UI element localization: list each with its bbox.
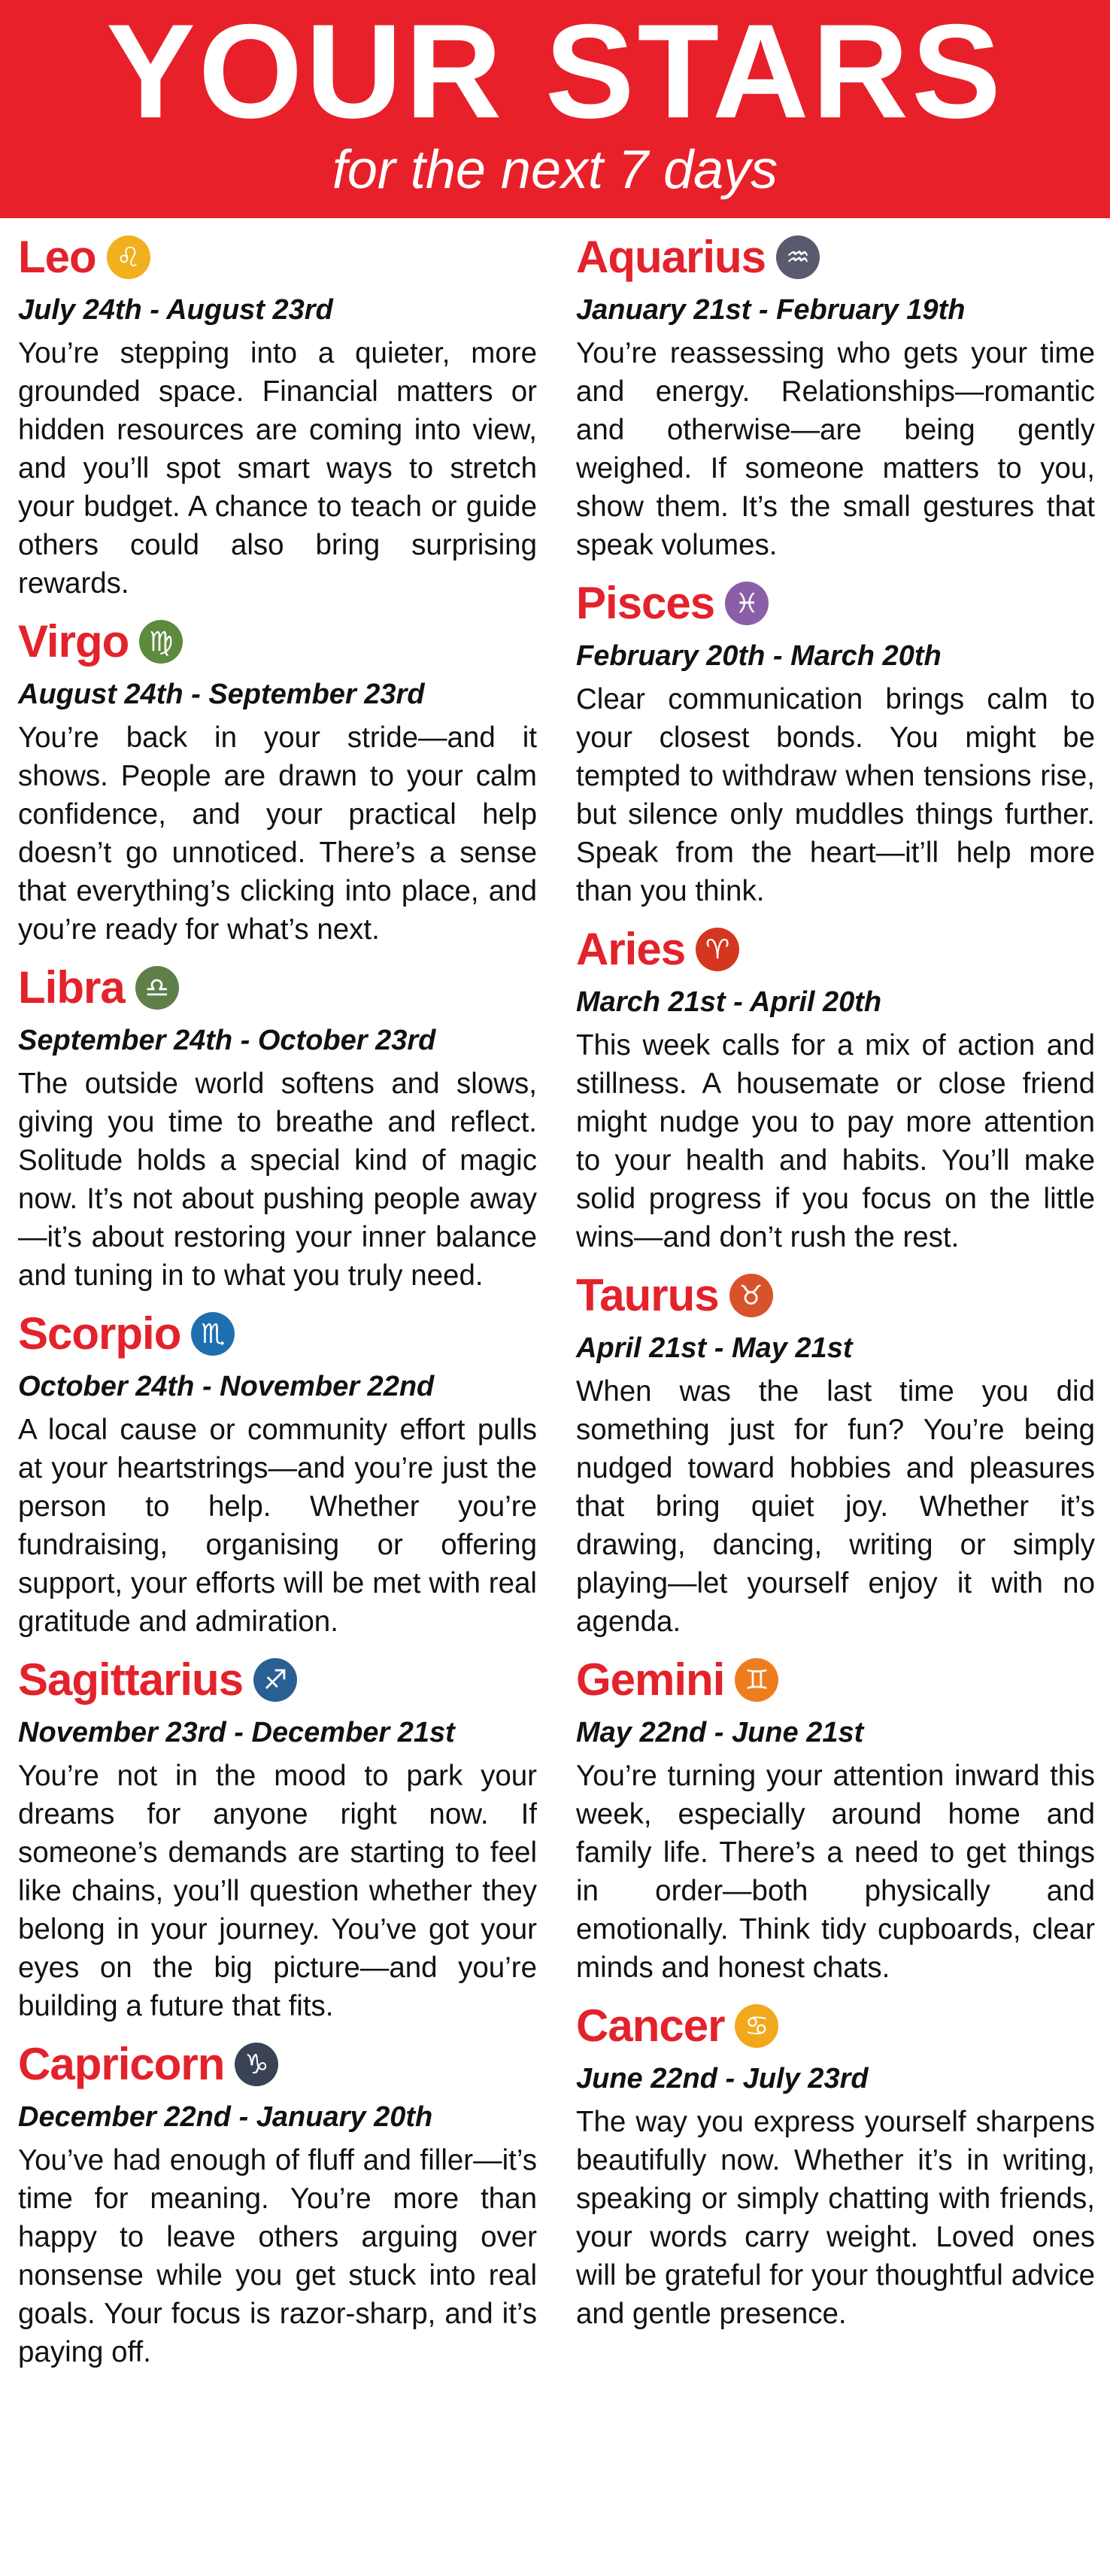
sign-horoscope: Clear communication brings calm to your closest bonds. You might be tempted to withdraw when tensions rise, but silence only muddles things further. Speak from the heart—it’ll help more than you think. <box>576 683 1095 907</box>
sign-dates: January 21st - February 19th <box>576 294 966 326</box>
right-column <box>576 218 1095 2339</box>
libra-icon: ♎ <box>135 966 179 1010</box>
sign-name: Aquarius <box>576 232 766 282</box>
sign-name: Libra <box>18 962 125 1013</box>
sign-dates: December 22nd - January 20th <box>18 2101 433 2133</box>
aquarius-icon: ♒ <box>776 235 820 279</box>
sign-name: Aries <box>576 924 686 974</box>
sign-horoscope: When was the last time you did something just for fun? You’re being nudged toward hobbies and pleasures that bring quiet joy. Whether it’s drawing, dancing, writing or simply playing—let yourself enjoy it with no agenda. <box>576 1375 1095 1638</box>
sign-entry-pisces <box>576 570 1095 910</box>
sign-entry-sagittarius <box>18 1647 537 2025</box>
leo-icon: ♌ <box>107 235 150 279</box>
sign-name: Virgo <box>18 616 129 667</box>
left-column <box>18 218 537 2377</box>
sign-name: Gemini <box>576 1654 725 1705</box>
sign-horoscope: You’ve had enough of fluff and filler—it’s time for meaning. You’re more than happy to leave others arguing over nonsense while you get stuck into real goals. Your focus is razor-sharp, and it’s paying off. <box>18 2144 537 2368</box>
sign-horoscope: The way you express yourself sharpens beautifully now. Whether it’s in writing, speaking or simply chatting with friends, your words carry weight. Loved ones will be grateful for your thoughtful advice and gentle presence. <box>576 2106 1095 2330</box>
sign-name: Sagittarius <box>18 1654 244 1705</box>
sign-dates: October 24th - November 22nd <box>18 1371 435 1402</box>
taurus-icon: ♉ <box>729 1274 773 1317</box>
sign-name: Pisces <box>576 578 715 628</box>
sign-name: Leo <box>18 232 96 282</box>
sign-horoscope: You’re back in your stride—and it shows. People are drawn to your calm confidence, and your practical help doesn’t go unnoticed. There’s a sense that everything’s clicking into place, and you’re ready for what’s next. <box>18 721 537 946</box>
pisces-icon: ♓ <box>725 582 769 625</box>
cancer-icon: ♋ <box>735 2004 778 2048</box>
gemini-icon: ♊ <box>735 1658 778 1702</box>
sign-dates: May 22nd - June 21st <box>576 1717 864 1748</box>
sign-entry-libra <box>18 955 537 1295</box>
sign-horoscope: A local cause or community effort pulls at your heartstrings—and you’re just the person to help. Whether you’re fundraising, organising or offering support, your efforts will be met with real gratitude and admiration. <box>18 1414 537 1638</box>
sign-entry-aquarius <box>576 224 1095 564</box>
sign-entry-gemini <box>576 1647 1095 1987</box>
sign-entry-virgo <box>18 609 537 949</box>
sign-entry-capricorn <box>18 2031 537 2371</box>
sign-entry-taurus <box>576 1262 1095 1641</box>
sign-entry-cancer <box>576 1993 1095 2333</box>
sign-dates: July 24th - August 23rd <box>18 294 333 326</box>
sign-name: Scorpio <box>18 1308 181 1359</box>
sign-entry-aries <box>576 916 1095 1256</box>
sagittarius-icon: ♐ <box>253 1658 297 1702</box>
sign-dates: April 21st - May 21st <box>576 1332 853 1364</box>
sign-horoscope: You’re reassessing who gets your time and energy. Relationships—romantic and otherwise—are being gently weighed. If someone matters to you, show them. It’s the small gestures that speak volumes. <box>576 337 1095 561</box>
page-title: YOUR STARS <box>106 0 1004 146</box>
header-banner <box>0 0 1110 218</box>
sign-dates: February 20th - March 20th <box>576 640 942 672</box>
sign-horoscope: You’re not in the mood to park your dreams for anyone right now. If someone’s demands are starting to feel like chains, you’ll question whether they belong in your journey. You’ve got your eyes on the big picture—and you’re building a future that fits. <box>18 1760 537 2022</box>
sign-dates: August 24th - September 23rd <box>18 679 425 710</box>
page-subtitle: for the next 7 days <box>332 140 778 200</box>
sign-dates: June 22nd - July 23rd <box>576 2063 869 2095</box>
capricorn-icon: ♑ <box>235 2043 278 2086</box>
sign-horoscope: The outside world softens and slows, giving you time to breathe and reflect. Solitude holds a special kind of magic now. It’s not about pushing people away—it’s about restoring your inner balance and tuning in to what you truly need. <box>18 1068 537 1292</box>
virgo-icon: ♍ <box>139 620 183 664</box>
sign-dates: November 23rd - December 21st <box>18 1717 455 1748</box>
sign-name: Cancer <box>576 2000 725 2051</box>
sign-horoscope: This week calls for a mix of action and stillness. A housemate or close friend might nudge you to pay more attention to your health and habits. You’ll make solid progress if you focus on the little wins—and don’t rush the rest. <box>576 1029 1095 1253</box>
sign-dates: September 24th - October 23rd <box>18 1025 436 1056</box>
sign-entry-scorpio <box>18 1301 537 1641</box>
sign-name: Capricorn <box>18 2039 225 2089</box>
scorpio-icon: ♏ <box>191 1312 235 1356</box>
sign-dates: March 21st - April 20th <box>576 986 882 1018</box>
sign-horoscope: You’re stepping into a quieter, more grounded space. Financial matters or hidden resources are coming into view, and you’ll spot smart ways to stretch your budget. A chance to teach or guide others could also bring surprising rewards. <box>18 337 537 600</box>
aries-icon: ♈ <box>696 928 739 971</box>
sign-horoscope: You’re turning your attention inward this week, especially around home and family life. There’s a need to get things in order—both physically and emotionally. Think tidy cupboards, clear minds and honest chats. <box>576 1760 1095 1984</box>
sign-entry-leo <box>18 224 537 603</box>
sign-name: Taurus <box>576 1270 719 1320</box>
